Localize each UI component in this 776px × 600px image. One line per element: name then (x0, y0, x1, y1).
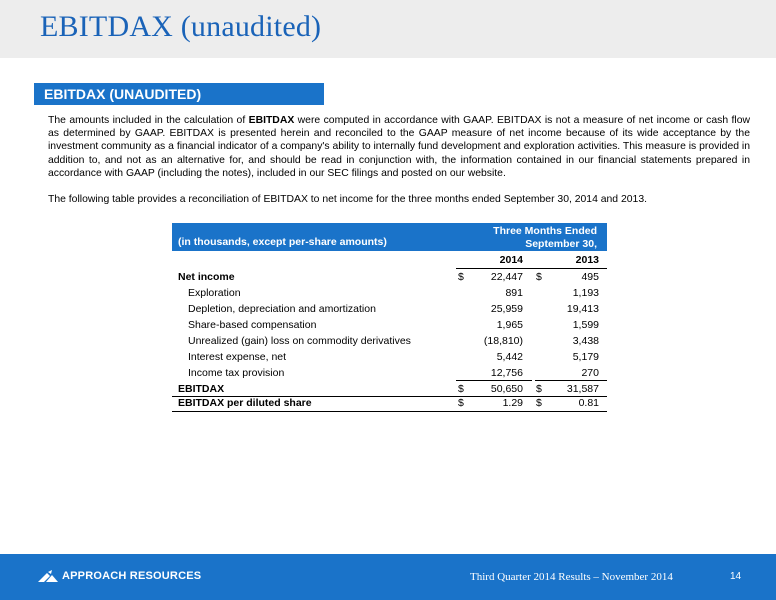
dollar-sign: $ (536, 271, 542, 283)
table-row-net-income (172, 269, 607, 285)
value-2014: 25,959 (490, 303, 523, 315)
table-row-exploration (172, 285, 607, 301)
intro-text-start: The amounts included in the calculation of (48, 115, 249, 126)
table-row-derivatives (172, 333, 607, 349)
value-2013: 1,193 (572, 287, 599, 299)
value-2013: 3,438 (572, 335, 599, 347)
table-period-heading (493, 225, 597, 251)
row-label: Income tax provision (188, 367, 285, 379)
year-2014: 2014 (499, 254, 523, 266)
table-row-per-share (172, 395, 607, 411)
year-header-row (172, 252, 607, 268)
value-2013: 1,599 (572, 319, 599, 331)
row-label: Exploration (188, 287, 241, 299)
row-label: Depletion, depreciation and amortization (188, 303, 376, 315)
dollar-sign: $ (458, 397, 464, 409)
row-label: EBITDAX per diluted share (178, 397, 312, 409)
row-label: Share-based compensation (188, 319, 317, 331)
value-2013: 19,413 (566, 303, 599, 315)
value-2013: 0.81 (578, 397, 599, 409)
intro-emphasis: EBITDAX (248, 115, 295, 126)
page-number: 14 (730, 571, 742, 582)
value-2014: 50,650 (490, 383, 523, 395)
table-row-dda (172, 301, 607, 317)
value-2014: 22,447 (490, 271, 523, 283)
page-title: EBITDAX (unaudited) (40, 10, 322, 43)
section-banner (34, 83, 324, 105)
period-line-2: September 30, (525, 238, 597, 250)
year-2013: 2013 (575, 254, 599, 266)
value-2014: 5,442 (496, 351, 523, 363)
title-band (0, 0, 776, 58)
dollar-sign: $ (536, 383, 542, 395)
footer-text: Third Quarter 2014 Results – November 2014 (470, 571, 673, 583)
dollar-sign: $ (536, 397, 542, 409)
value-2013: 270 (581, 367, 599, 379)
table-row-interest (172, 349, 607, 365)
table-units-label: (in thousands, except per-share amounts) (178, 236, 387, 248)
value-2014: 12,756 (490, 367, 523, 379)
approach-resources-logo-icon (38, 570, 58, 582)
dollar-sign: $ (458, 383, 464, 395)
table-bottom-rule (172, 411, 607, 412)
value-2013: 495 (581, 271, 599, 283)
section-label: EBITDAX (UNAUDITED) (44, 86, 202, 102)
row-label: EBITDAX (178, 383, 225, 395)
footer-bar (0, 554, 776, 600)
table-row-share-comp (172, 317, 607, 333)
table-header (172, 223, 607, 251)
value-2014: (18,810) (483, 335, 523, 347)
intro-text-rest: were computed in accordance with GAAP. EBITDAX is not a measure of net income or cash flow as determined by GAAP. EBITDAX is presented herein and reconciled to the GAAP measure of net income because of its wide acceptance by the investment community as a financial indicator of a company's ability to internally fund development and exploration activities. This measure is provided in addition to, and not as an alternative for, and should be read in conjunction with, the information contained in our financial statements prepared in accordance with GAAP (including the notes), included in our SEC filings and posted on our website. (48, 115, 750, 179)
row-label: Net income (178, 271, 235, 283)
row-label: Unrealized (gain) loss on commodity derivatives (188, 335, 411, 347)
value-2013: 5,179 (572, 351, 599, 363)
period-line-1: Three Months Ended (493, 225, 597, 237)
company-name: APPROACH RESOURCES (62, 570, 202, 582)
table-row-income-tax (172, 365, 607, 381)
value-2013: 31,587 (566, 383, 599, 395)
row-label: Interest expense, net (188, 351, 287, 363)
value-2014: 1,965 (496, 319, 523, 331)
dollar-sign: $ (458, 271, 464, 283)
value-2014: 1.29 (502, 397, 523, 409)
intro-paragraph (48, 114, 750, 180)
table-intro-paragraph: The following table provides a reconciliation of EBITDAX to net income for the three months ended September 30, 2014 and 2013. (48, 194, 647, 205)
value-2014: 891 (505, 287, 523, 299)
